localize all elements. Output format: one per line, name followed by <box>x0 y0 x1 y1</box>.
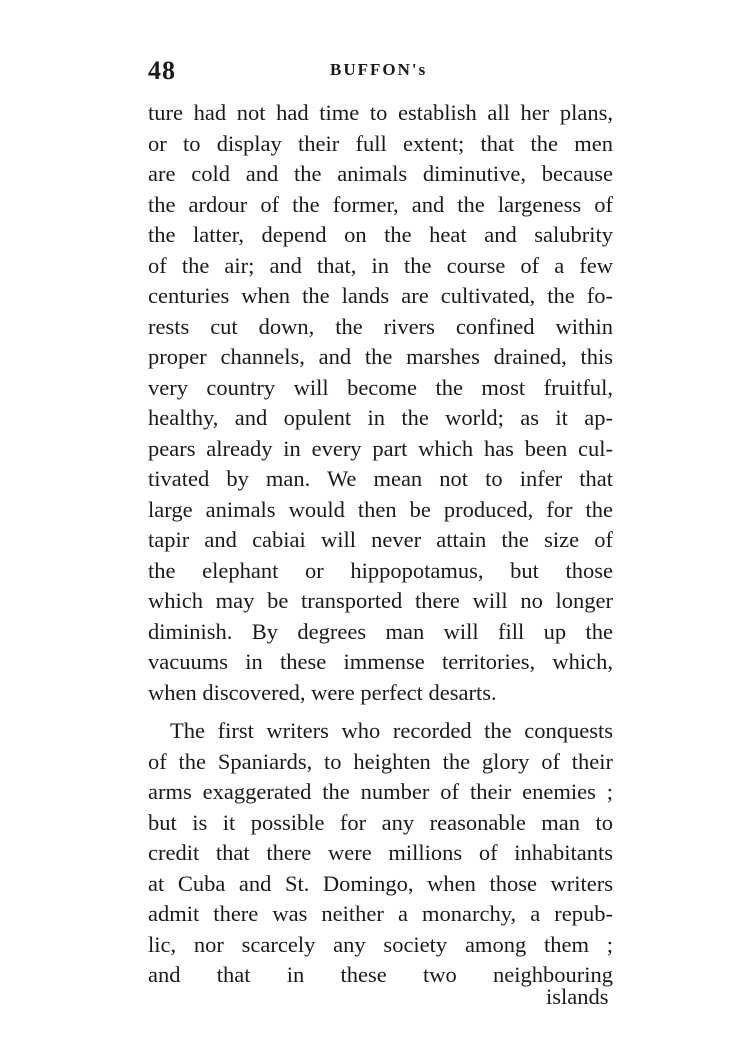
text-line: proper channels, and the marshes drained, this <box>148 344 613 369</box>
text-line: the latter, depend on the heat and salubrity <box>148 222 613 247</box>
text-line: diminish. By degrees man will fill up the <box>148 618 613 644</box>
text-line: when discovered, were perfect desarts. <box>148 679 497 705</box>
text-line: and that in these two neighbouring <box>148 962 613 987</box>
text-line: arms exaggerated the number of their enemies ; <box>148 779 613 804</box>
text-line: ture had not had time to establish all her plans, <box>148 100 613 125</box>
text-line: healthy, and opulent in the world; as it ap- <box>148 405 613 430</box>
text-line: vacuums in these immense territories, which, <box>148 649 613 674</box>
text-line: credit that there were millions of inhabitants <box>148 840 613 865</box>
text-line: lic, nor scarcely any society among them ; <box>148 931 613 957</box>
text-line: tapir and cabiai will never attain the size of <box>148 527 613 552</box>
paragraph-2 <box>148 716 613 991</box>
text-line: very country will become the most fruitful, <box>148 374 613 400</box>
text-line: tivated by man. We mean not to infer that <box>148 466 613 491</box>
text-line: rests cut down, the rivers confined within <box>148 313 613 339</box>
text-line: or to display their full extent; that the men <box>148 130 613 156</box>
text-line: large animals would then be produced, for the <box>148 496 613 522</box>
paragraph-1 <box>148 98 613 708</box>
text-line: of the Spaniards, to heighten the glory of their <box>148 748 613 774</box>
text-line: are cold and the animals diminutive, because <box>148 161 613 186</box>
text-line: The first writers who recorded the conquests <box>170 718 613 743</box>
catchword: islands <box>546 984 609 1009</box>
running-head <box>148 56 618 86</box>
body-text <box>148 98 613 991</box>
text-line: the ardour of the former, and the largeness of <box>148 191 613 217</box>
text-line: pears already in every part which has been cul- <box>148 435 613 461</box>
text-line: the elephant or hippopotamus, but those <box>148 557 613 583</box>
paragraph-gap <box>148 708 613 716</box>
text-line: admit there was neither a monarchy, a repub- <box>148 901 613 926</box>
page-number: 48 <box>148 56 176 85</box>
text-line: centuries when the lands are cultivated, the fo- <box>148 283 613 308</box>
text-line: of the air; and that, in the course of a few <box>148 252 613 278</box>
running-title: BUFFON's <box>330 60 428 79</box>
text-line: which may be transported there will no longer <box>148 588 613 613</box>
text-line: but is it possible for any reasonable man to <box>148 809 613 835</box>
text-line: at Cuba and St. Domingo, when those writers <box>148 870 613 896</box>
